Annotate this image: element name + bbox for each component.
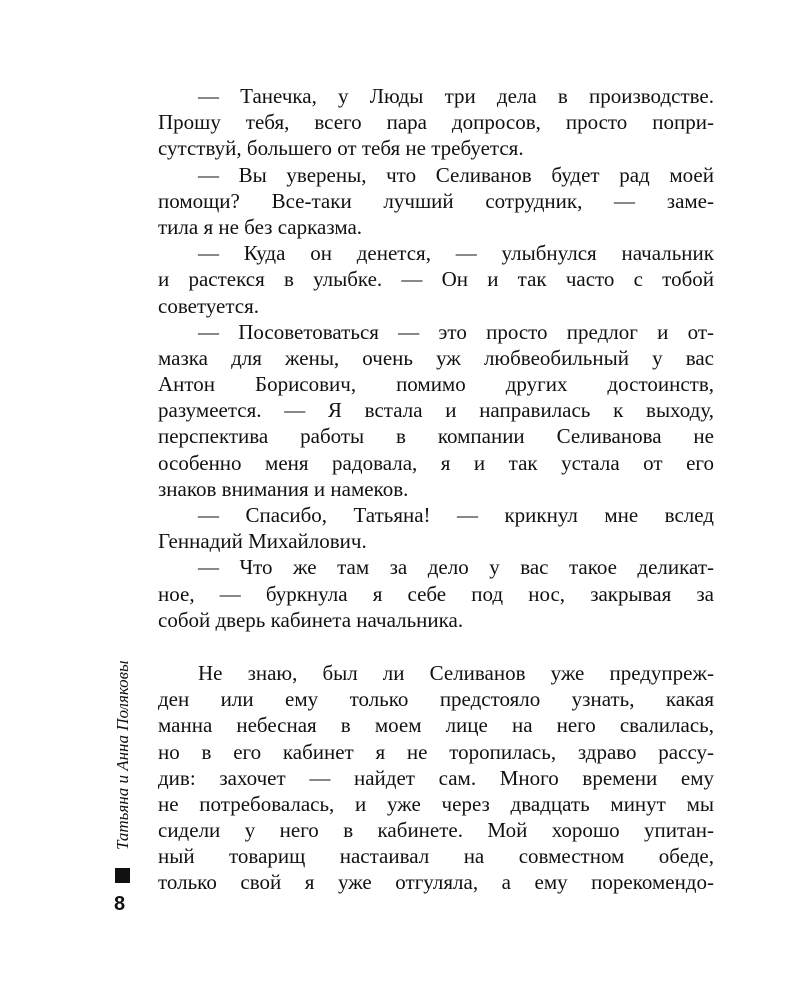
text-line: Прошу тебя, всего пара допросов, просто попри-: [158, 110, 714, 135]
text-line: особенно меня радовала, я и так устала от его: [158, 450, 714, 475]
text-line: помощи? Все-таки лучший сотрудник, — заме-: [158, 188, 714, 213]
section-marker-square: [115, 868, 130, 883]
text-line: — Спасибо, Татьяна! — крикнул мне вслед: [198, 503, 714, 527]
text-line: — Что же там за дело у вас такое деликат-: [198, 555, 714, 580]
text-line: сидели у него в кабинете. Мой хорошо упитан-: [158, 818, 714, 843]
text-line: ное, — буркнула я себе под нос, закрывая за: [158, 581, 714, 606]
text-line: сутствуй, большего от тебя не требуется.: [158, 136, 524, 161]
text-line: и растекся в улыбке. — Он и так часто с тобой: [158, 267, 714, 292]
text-line: — Танечка, у Люды три дела в производстве.: [198, 84, 714, 108]
text-line: разумеется. — Я встала и направилась к выходу,: [158, 398, 714, 423]
text-line: — Куда он денется, — улыбнулся начальник: [198, 241, 714, 266]
text-line: Не знаю, был ли Селиванов уже предупреж-: [198, 660, 714, 685]
running-head: Татьяна и Анна Поляковы: [113, 660, 132, 850]
text-line: тила я не без сарказма.: [158, 214, 363, 239]
page-text: [158, 83, 714, 896]
text-line: только свой я уже отгуляла, а ему порекомендо-: [158, 870, 714, 895]
text-line: — Посоветоваться — это просто предлог и от-: [198, 319, 714, 344]
page-number: 8: [114, 893, 126, 915]
section-break: [158, 633, 714, 660]
text-line: перспектива работы в компании Селиванова не: [158, 424, 714, 449]
text-line: советуется.: [158, 293, 260, 318]
text-line: Антон Борисович, помимо других достоинств,: [158, 372, 714, 397]
text-line: Геннадий Михайлович.: [158, 529, 367, 554]
text-line: див: захочет — найдет сам. Много времени ему: [158, 765, 714, 790]
text-line: собой дверь кабинета начальника.: [158, 607, 464, 632]
text-line: не потребовалась, и уже через двадцать минут мы: [158, 791, 714, 816]
text-line: ный товарищ настаивал на совместном обеде,: [158, 844, 714, 869]
text-line: — Вы уверены, что Селиванов будет рад моей: [198, 162, 714, 187]
text-line: ден или ему только предстояло узнать, какая: [158, 687, 714, 712]
text-line: знаков внимания и намеков.: [158, 476, 409, 501]
text-line: манна небесная в моем лице на него свалилась,: [158, 713, 714, 738]
text-line: мазка для жены, очень уж любвеобильный у вас: [158, 345, 714, 370]
text-line: но в его кабинет я не торопилась, здраво рассу-: [158, 739, 714, 764]
